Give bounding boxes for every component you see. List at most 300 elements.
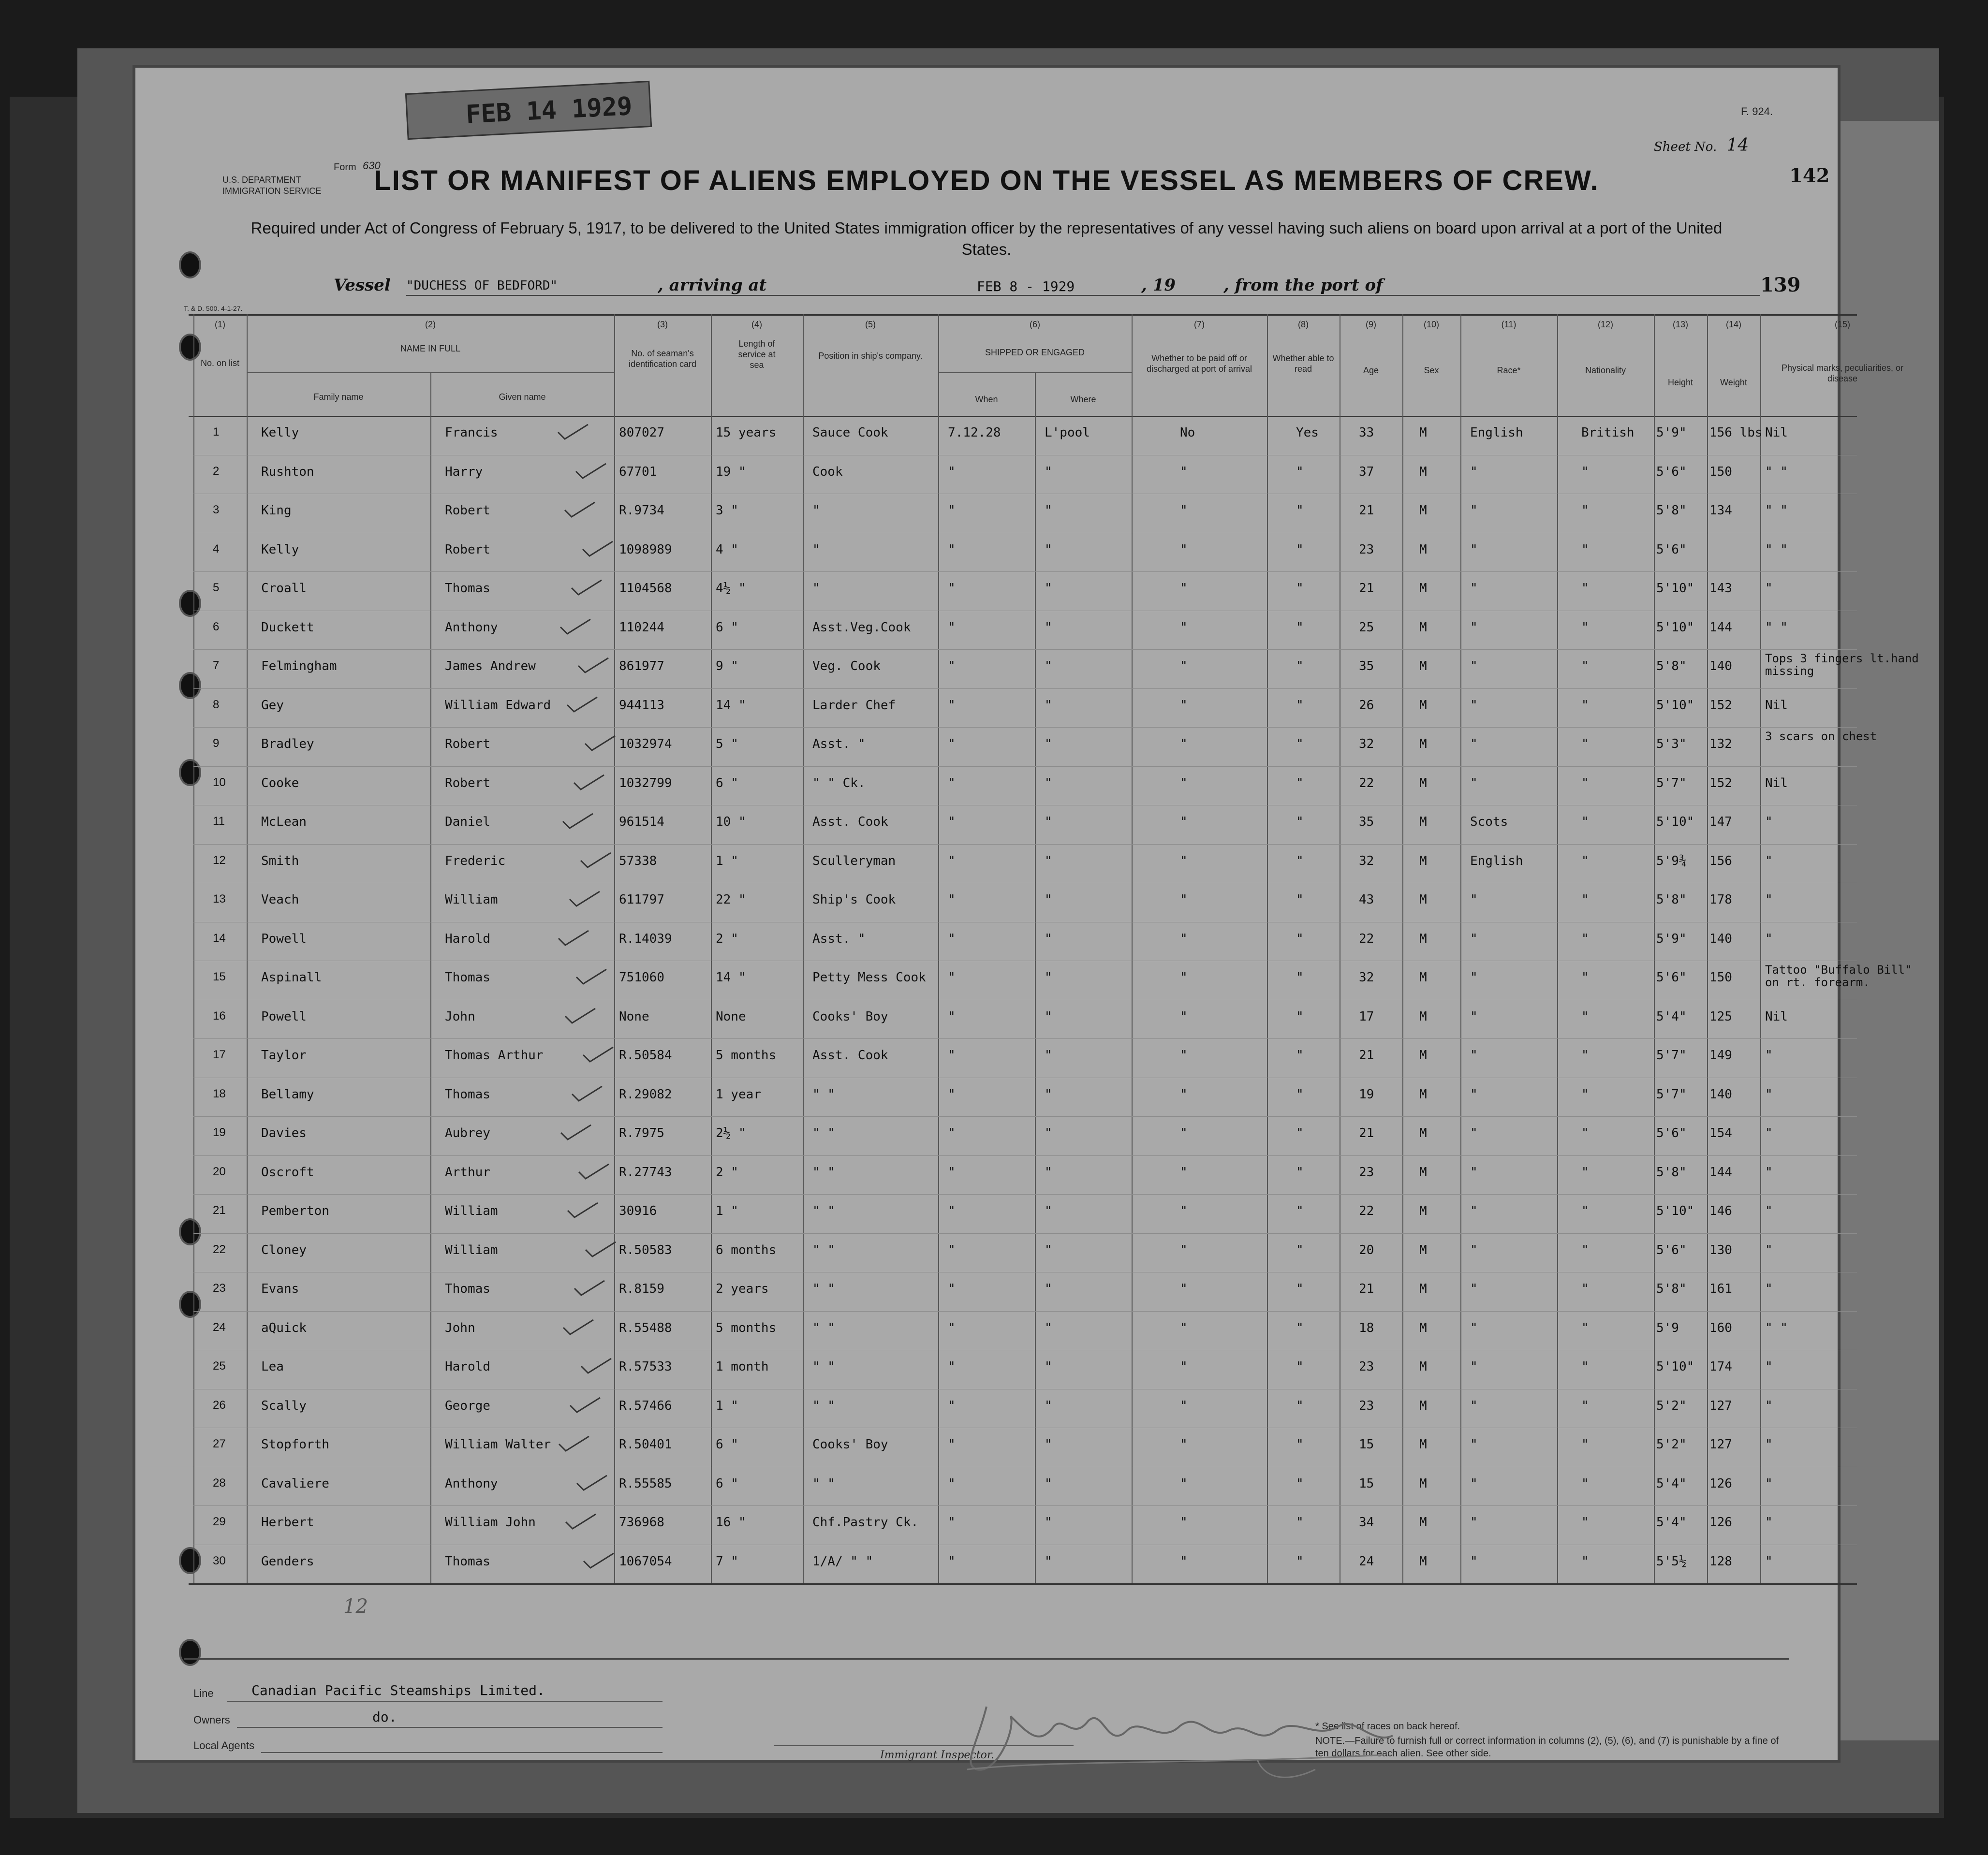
cell-card: R.57533 <box>619 1359 672 1374</box>
col-7-number: (7) <box>1194 320 1205 329</box>
cell-service: 14 " <box>716 970 746 985</box>
cell-family: King <box>261 503 292 518</box>
cell-marks: Tops 3 fingers lt.hand missing <box>1765 652 1919 678</box>
cell-race: " <box>1470 503 1478 518</box>
cell-race: " <box>1470 620 1478 635</box>
cell-paid: " <box>1180 1009 1188 1024</box>
cell-height: 5'8" <box>1656 503 1687 518</box>
cell-sex: M <box>1419 1204 1427 1218</box>
cell-sex: M <box>1419 1242 1427 1257</box>
cell-read: " <box>1296 931 1304 946</box>
cell-age: 17 <box>1359 1009 1374 1024</box>
cell-race: " <box>1470 542 1478 557</box>
cell-family: Aspinall <box>261 970 322 985</box>
cell-where: " <box>1045 1359 1052 1374</box>
cell-weight: 140 <box>1709 931 1732 946</box>
col-2-number: (2) <box>425 320 436 329</box>
cell-nat: " <box>1581 853 1589 868</box>
cell-when: " <box>948 1359 956 1374</box>
cell-no: 16 <box>213 1009 226 1022</box>
col-13-header: Height <box>1667 378 1693 387</box>
cell-no: 2 <box>213 464 220 478</box>
cell-no: 13 <box>213 892 226 906</box>
cell-where: " <box>1045 698 1052 713</box>
cell-height: 5'9" <box>1656 931 1687 946</box>
cell-weight: 152 <box>1709 698 1732 713</box>
cell-weight: 149 <box>1709 1048 1732 1063</box>
cell-card: 110244 <box>619 620 664 635</box>
cell-service: 7 " <box>716 1554 738 1569</box>
col-13-number: (13) <box>1672 320 1688 329</box>
cell-age: 21 <box>1359 503 1374 518</box>
cell-race: " <box>1470 1165 1478 1180</box>
cell-where: " <box>1045 1087 1052 1102</box>
cell-weight: 143 <box>1709 581 1732 596</box>
cell-given: Robert <box>445 737 490 751</box>
check-mark-icon <box>576 656 610 675</box>
cell-no: 23 <box>213 1282 226 1295</box>
cell-paid: " <box>1180 737 1188 751</box>
cell-paid: " <box>1180 1398 1188 1413</box>
cell-height: 5'9" <box>1656 425 1687 440</box>
cell-weight: 130 <box>1709 1242 1732 1257</box>
col-6b-header: Where <box>1070 394 1096 404</box>
cell-weight: 126 <box>1709 1476 1732 1491</box>
cell-card: R.50583 <box>619 1242 672 1257</box>
cell-height: 5'6" <box>1656 464 1687 479</box>
cell-sex: M <box>1419 1320 1427 1335</box>
cell-no: 30 <box>213 1554 226 1567</box>
cell-sex: M <box>1419 542 1427 557</box>
cell-race: " <box>1470 1204 1478 1218</box>
cell-height: 5'10" <box>1656 581 1694 596</box>
cell-when: " <box>948 1398 956 1413</box>
cell-card: 807027 <box>619 425 664 440</box>
cell-marks: " " <box>1765 542 1788 557</box>
cell-position: " <box>812 503 820 518</box>
cell-weight: 146 <box>1709 1204 1732 1218</box>
cell-read: " <box>1296 620 1304 635</box>
cell-service: 2 " <box>716 1165 738 1180</box>
cell-service: 6 " <box>716 620 738 635</box>
cell-position: Asst. " <box>812 931 866 946</box>
cell-position: Sculleryman <box>812 853 896 868</box>
check-mark-icon <box>564 1512 598 1532</box>
cell-position: " " Ck. <box>812 775 866 790</box>
cell-sex: M <box>1419 815 1427 829</box>
cell-family: Davies <box>261 1126 307 1140</box>
cell-where: " <box>1045 542 1052 557</box>
line-label: Line <box>193 1687 214 1699</box>
cell-paid: No <box>1180 425 1195 440</box>
col-2-header: NAME IN FULL <box>400 344 461 353</box>
cell-given: William Edward <box>445 698 551 713</box>
arrival-date: FEB 8 - 1929 <box>977 278 1075 294</box>
check-mark-icon <box>572 773 606 792</box>
cell-family: Rushton <box>261 464 314 479</box>
cell-given: Anthony <box>445 1476 498 1491</box>
cell-race: " <box>1470 892 1478 907</box>
cell-no: 15 <box>213 970 226 983</box>
cell-age: 21 <box>1359 581 1374 596</box>
cell-read: " <box>1296 464 1304 479</box>
cell-nat: " <box>1581 1476 1589 1491</box>
cell-when: " <box>948 581 956 596</box>
cell-read: " <box>1296 1476 1304 1491</box>
cell-read: " <box>1296 1437 1304 1452</box>
cell-marks: " <box>1765 931 1773 946</box>
cell-service: 4 " <box>716 542 738 557</box>
cell-paid: " <box>1180 1554 1188 1569</box>
cell-card: 1098989 <box>619 542 672 557</box>
cell-marks: " " <box>1765 1320 1788 1335</box>
cell-service: 1 year <box>716 1087 761 1102</box>
cell-sex: M <box>1419 1476 1427 1491</box>
line-value: Canadian Pacific Steamships Limited. <box>251 1682 545 1698</box>
cell-card: R.57466 <box>619 1398 672 1413</box>
cell-given: Thomas <box>445 1282 490 1296</box>
cell-nat: " <box>1581 970 1589 985</box>
cell-given: Thomas Arthur <box>445 1048 544 1063</box>
cell-age: 15 <box>1359 1437 1374 1452</box>
cell-race: " <box>1470 970 1478 985</box>
col-4-number: (4) <box>751 320 762 329</box>
cell-nat: " <box>1581 1282 1589 1296</box>
cell-position: " " <box>812 1204 835 1218</box>
year-label: , 19 <box>1141 276 1176 295</box>
page-title: LIST OR MANIFEST OF ALIENS EMPLOYED ON THE VESSEL AS MEMBERS OF CREW. <box>374 165 1599 196</box>
cell-service: 1 " <box>716 853 738 868</box>
cell-family: Pemberton <box>261 1204 329 1218</box>
arriving-label: , arriving at <box>658 276 767 295</box>
cell-sex: M <box>1419 1048 1427 1063</box>
cell-service: 9 " <box>716 659 738 673</box>
cell-where: " <box>1045 1320 1052 1335</box>
cell-when: " <box>948 659 956 673</box>
cell-position: Larder Chef <box>812 698 896 713</box>
cell-family: Bradley <box>261 737 314 751</box>
cell-sex: M <box>1419 659 1427 673</box>
manifest-sheet <box>135 68 1919 1761</box>
check-mark-icon <box>582 1551 616 1571</box>
col-4-header: Length of service at sea <box>738 339 776 370</box>
cell-family: Powell <box>261 931 307 946</box>
col-1-number: (1) <box>215 320 225 329</box>
check-mark-icon <box>557 1434 591 1454</box>
cell-height: 5'8" <box>1656 1165 1687 1180</box>
cell-marks: " <box>1765 1126 1773 1140</box>
cell-read: " <box>1296 1087 1304 1102</box>
cell-given: Frederic <box>445 853 506 868</box>
cell-age: 21 <box>1359 1282 1374 1296</box>
cell-paid: " <box>1180 1165 1188 1180</box>
cell-when: " <box>948 698 956 713</box>
cell-family: Taylor <box>261 1048 307 1063</box>
cell-position: Chf.Pastry Ck. <box>812 1515 919 1530</box>
cell-height: 5'9¾ <box>1656 853 1687 868</box>
col-12-header: Nationality <box>1585 365 1626 375</box>
cell-nat: " <box>1581 620 1589 635</box>
cell-race: " <box>1470 698 1478 713</box>
cell-when: " <box>948 1554 956 1569</box>
cell-weight: 125 <box>1709 1009 1732 1024</box>
cell-card: R.9734 <box>619 503 664 518</box>
cell-height: 5'6" <box>1656 542 1687 557</box>
cell-position: Ship's Cook <box>812 892 896 907</box>
cell-card: R.50584 <box>619 1048 672 1063</box>
cell-age: 34 <box>1359 1515 1374 1530</box>
col-10-header: Sex <box>1424 365 1439 375</box>
cell-paid: " <box>1180 1048 1188 1063</box>
cell-service: 15 years <box>716 425 777 440</box>
cell-nat: " <box>1581 1437 1589 1452</box>
cell-no: 5 <box>213 581 220 594</box>
cell-age: 20 <box>1359 1242 1374 1257</box>
cell-given: George <box>445 1398 490 1413</box>
cell-position: Petty Mess Cook <box>812 970 926 985</box>
from-port-label: , from the port of <box>1223 276 1383 295</box>
cell-service: 4½ " <box>716 581 746 596</box>
cell-card: 1032974 <box>619 737 672 751</box>
cell-given: William <box>445 1204 498 1218</box>
cell-card: 1104568 <box>619 581 672 596</box>
cell-age: 23 <box>1359 1359 1374 1374</box>
cell-nat: " <box>1581 581 1589 596</box>
cell-age: 25 <box>1359 620 1374 635</box>
col-1-header: No. on list <box>200 358 240 368</box>
cell-marks: " <box>1765 1204 1773 1218</box>
check-mark-icon <box>581 540 615 559</box>
cell-position: Asst.Veg.Cook <box>812 620 911 635</box>
cell-service: 1 " <box>716 1398 738 1413</box>
check-mark-icon <box>575 1474 609 1493</box>
cell-age: 19 <box>1359 1087 1374 1102</box>
cell-service: 5 months <box>716 1320 777 1335</box>
cell-position: 1/A/ " " <box>812 1554 873 1569</box>
cell-height: 5'6" <box>1656 1126 1687 1140</box>
cell-paid: " <box>1180 1126 1188 1140</box>
check-mark-icon <box>559 617 592 637</box>
cell-marks: " <box>1765 1242 1773 1257</box>
cell-when: " <box>948 892 956 907</box>
cell-service: 2½ " <box>716 1126 746 1140</box>
cell-position: " " <box>812 1282 835 1296</box>
margin-note: 12 <box>343 1595 368 1618</box>
col-5-header: Position in ship's company. <box>818 351 923 361</box>
cell-age: 24 <box>1359 1554 1374 1569</box>
cell-race: " <box>1470 1242 1478 1257</box>
check-mark-icon <box>579 1357 613 1376</box>
cell-given: Arthur <box>445 1165 490 1180</box>
cell-marks: " <box>1765 1437 1773 1452</box>
cell-race: " <box>1470 1087 1478 1102</box>
cell-position: Cook <box>812 464 843 479</box>
check-mark-icon <box>561 1318 595 1337</box>
cell-weight: 140 <box>1709 1087 1732 1102</box>
cell-nat: " <box>1581 464 1589 479</box>
cell-no: 20 <box>213 1165 226 1178</box>
cell-height: 5'7" <box>1656 1087 1687 1102</box>
cell-when: " <box>948 1087 956 1102</box>
cell-card: R.55488 <box>619 1320 672 1335</box>
cell-weight: 160 <box>1709 1320 1732 1335</box>
col-14-number: (14) <box>1725 320 1741 329</box>
cell-marks: " <box>1765 853 1773 868</box>
cell-sex: M <box>1419 892 1427 907</box>
cell-sex: M <box>1419 503 1427 518</box>
cell-no: 28 <box>213 1476 226 1490</box>
cell-weight: 150 <box>1709 464 1732 479</box>
check-mark-icon <box>574 967 608 987</box>
cell-service: 6 " <box>716 775 738 790</box>
cell-when: " <box>948 1165 956 1180</box>
cell-service: 6 " <box>716 1437 738 1452</box>
cell-family: aQuick <box>261 1320 307 1335</box>
cell-age: 33 <box>1359 425 1374 440</box>
cell-paid: " <box>1180 503 1188 518</box>
cell-height: 5'8" <box>1656 892 1687 907</box>
form-number-stamp: 630 <box>363 160 381 172</box>
check-mark-icon <box>559 1123 593 1142</box>
cell-nat: " <box>1581 1165 1589 1180</box>
col-2b-header: Given name <box>499 392 546 402</box>
cell-where: " <box>1045 853 1052 868</box>
cell-marks: 3 scars on chest <box>1765 730 1877 743</box>
cell-no: 29 <box>213 1515 226 1528</box>
sub-page-number: 139 <box>1760 274 1801 296</box>
cell-nat: " <box>1581 1320 1589 1335</box>
col-15-number: (15) <box>1834 320 1850 329</box>
cell-read: " <box>1296 1204 1304 1218</box>
cell-age: 23 <box>1359 1165 1374 1180</box>
cell-service: 2 " <box>716 931 738 946</box>
cell-position: Sauce Cook <box>812 425 888 440</box>
col-15-header: Physical marks, peculiarities, or disease <box>1781 363 1904 383</box>
cell-family: Scally <box>261 1398 307 1413</box>
cell-weight: 144 <box>1709 620 1732 635</box>
check-mark-icon <box>556 423 590 442</box>
cell-where: " <box>1045 931 1052 946</box>
cell-service: 1 " <box>716 1204 738 1218</box>
cell-no: 25 <box>213 1359 226 1373</box>
cell-where: " <box>1045 620 1052 635</box>
cell-card: R.50401 <box>619 1437 672 1452</box>
cell-weight: 178 <box>1709 892 1732 907</box>
cell-read: " <box>1296 1515 1304 1530</box>
form-label: Form <box>334 162 356 173</box>
cell-weight: 156 <box>1709 853 1732 868</box>
cell-given: Harold <box>445 931 490 946</box>
cell-where: " <box>1045 1126 1052 1140</box>
cell-service: 5 " <box>716 737 738 751</box>
cell-given: Robert <box>445 503 490 518</box>
cell-height: 5'4" <box>1656 1476 1687 1491</box>
cell-weight: 140 <box>1709 659 1732 673</box>
cell-nat: " <box>1581 1554 1589 1569</box>
cell-paid: " <box>1180 620 1188 635</box>
cell-where: " <box>1045 1009 1052 1024</box>
cell-marks: " <box>1765 1165 1773 1180</box>
cell-when: " <box>948 1204 956 1218</box>
cell-given: John <box>445 1009 475 1024</box>
cell-marks: " <box>1765 581 1773 596</box>
cell-weight: 127 <box>1709 1437 1732 1452</box>
cell-race: " <box>1470 931 1478 946</box>
cell-service: 3 " <box>716 503 738 518</box>
cell-no: 14 <box>213 931 226 945</box>
cell-where: " <box>1045 775 1052 790</box>
cell-where: " <box>1045 737 1052 751</box>
punch-hole <box>179 1218 201 1245</box>
cell-no: 9 <box>213 737 220 750</box>
punch-hole <box>179 251 201 278</box>
sheet-number: Sheet No. 14 <box>1654 135 1749 155</box>
cell-card: R.8159 <box>619 1282 664 1296</box>
cell-race: " <box>1470 1359 1478 1374</box>
col-9-header: Age <box>1363 365 1379 375</box>
page-number: 142 <box>1789 164 1830 187</box>
cell-family: Genders <box>261 1554 314 1569</box>
cell-read: " <box>1296 698 1304 713</box>
cell-sex: M <box>1419 1165 1427 1180</box>
cell-card: 944113 <box>619 698 664 713</box>
cell-read: " <box>1296 1009 1304 1024</box>
cell-card: 611797 <box>619 892 664 907</box>
cell-given: Thomas <box>445 1554 490 1569</box>
cell-position: " " <box>812 1398 835 1413</box>
cell-marks: " " <box>1765 503 1788 518</box>
cell-where: " <box>1045 659 1052 673</box>
cell-family: Evans <box>261 1282 299 1296</box>
cell-when: " <box>948 815 956 829</box>
cell-where: " <box>1045 581 1052 596</box>
cell-nat: " <box>1581 1398 1589 1413</box>
cell-weight: 174 <box>1709 1359 1732 1374</box>
cell-card: R.14039 <box>619 931 672 946</box>
cell-weight: 127 <box>1709 1398 1732 1413</box>
cell-no: 11 <box>213 815 225 828</box>
cell-paid: " <box>1180 815 1188 829</box>
cell-weight: 152 <box>1709 775 1732 790</box>
cell-when: " <box>948 1048 956 1063</box>
col-14-header: Weight <box>1720 378 1747 387</box>
cell-nat: " <box>1581 1515 1589 1530</box>
cell-paid: " <box>1180 581 1188 596</box>
cell-position: " " <box>812 1476 835 1491</box>
cell-when: " <box>948 737 956 751</box>
cell-no: 24 <box>213 1320 226 1334</box>
cell-when: " <box>948 1320 956 1335</box>
cell-given: Thomas <box>445 581 490 596</box>
check-mark-icon <box>566 1201 600 1220</box>
col-6-number: (6) <box>1030 320 1040 329</box>
col-8-number: (8) <box>1298 320 1309 329</box>
cell-when: " <box>948 970 956 985</box>
cell-no: 1 <box>213 425 220 438</box>
cell-family: Stopforth <box>261 1437 329 1452</box>
cell-read: " <box>1296 892 1304 907</box>
cell-given: Robert <box>445 775 490 790</box>
col-3-header: No. of seaman's identification card <box>628 349 697 369</box>
cell-paid: " <box>1180 464 1188 479</box>
check-mark-icon <box>574 462 608 481</box>
cell-when: " <box>948 503 956 518</box>
cell-paid: " <box>1180 1204 1188 1218</box>
cell-position: " <box>812 542 820 557</box>
cell-family: Smith <box>261 853 299 868</box>
cell-age: 21 <box>1359 1126 1374 1140</box>
vessel-row <box>135 276 1838 305</box>
